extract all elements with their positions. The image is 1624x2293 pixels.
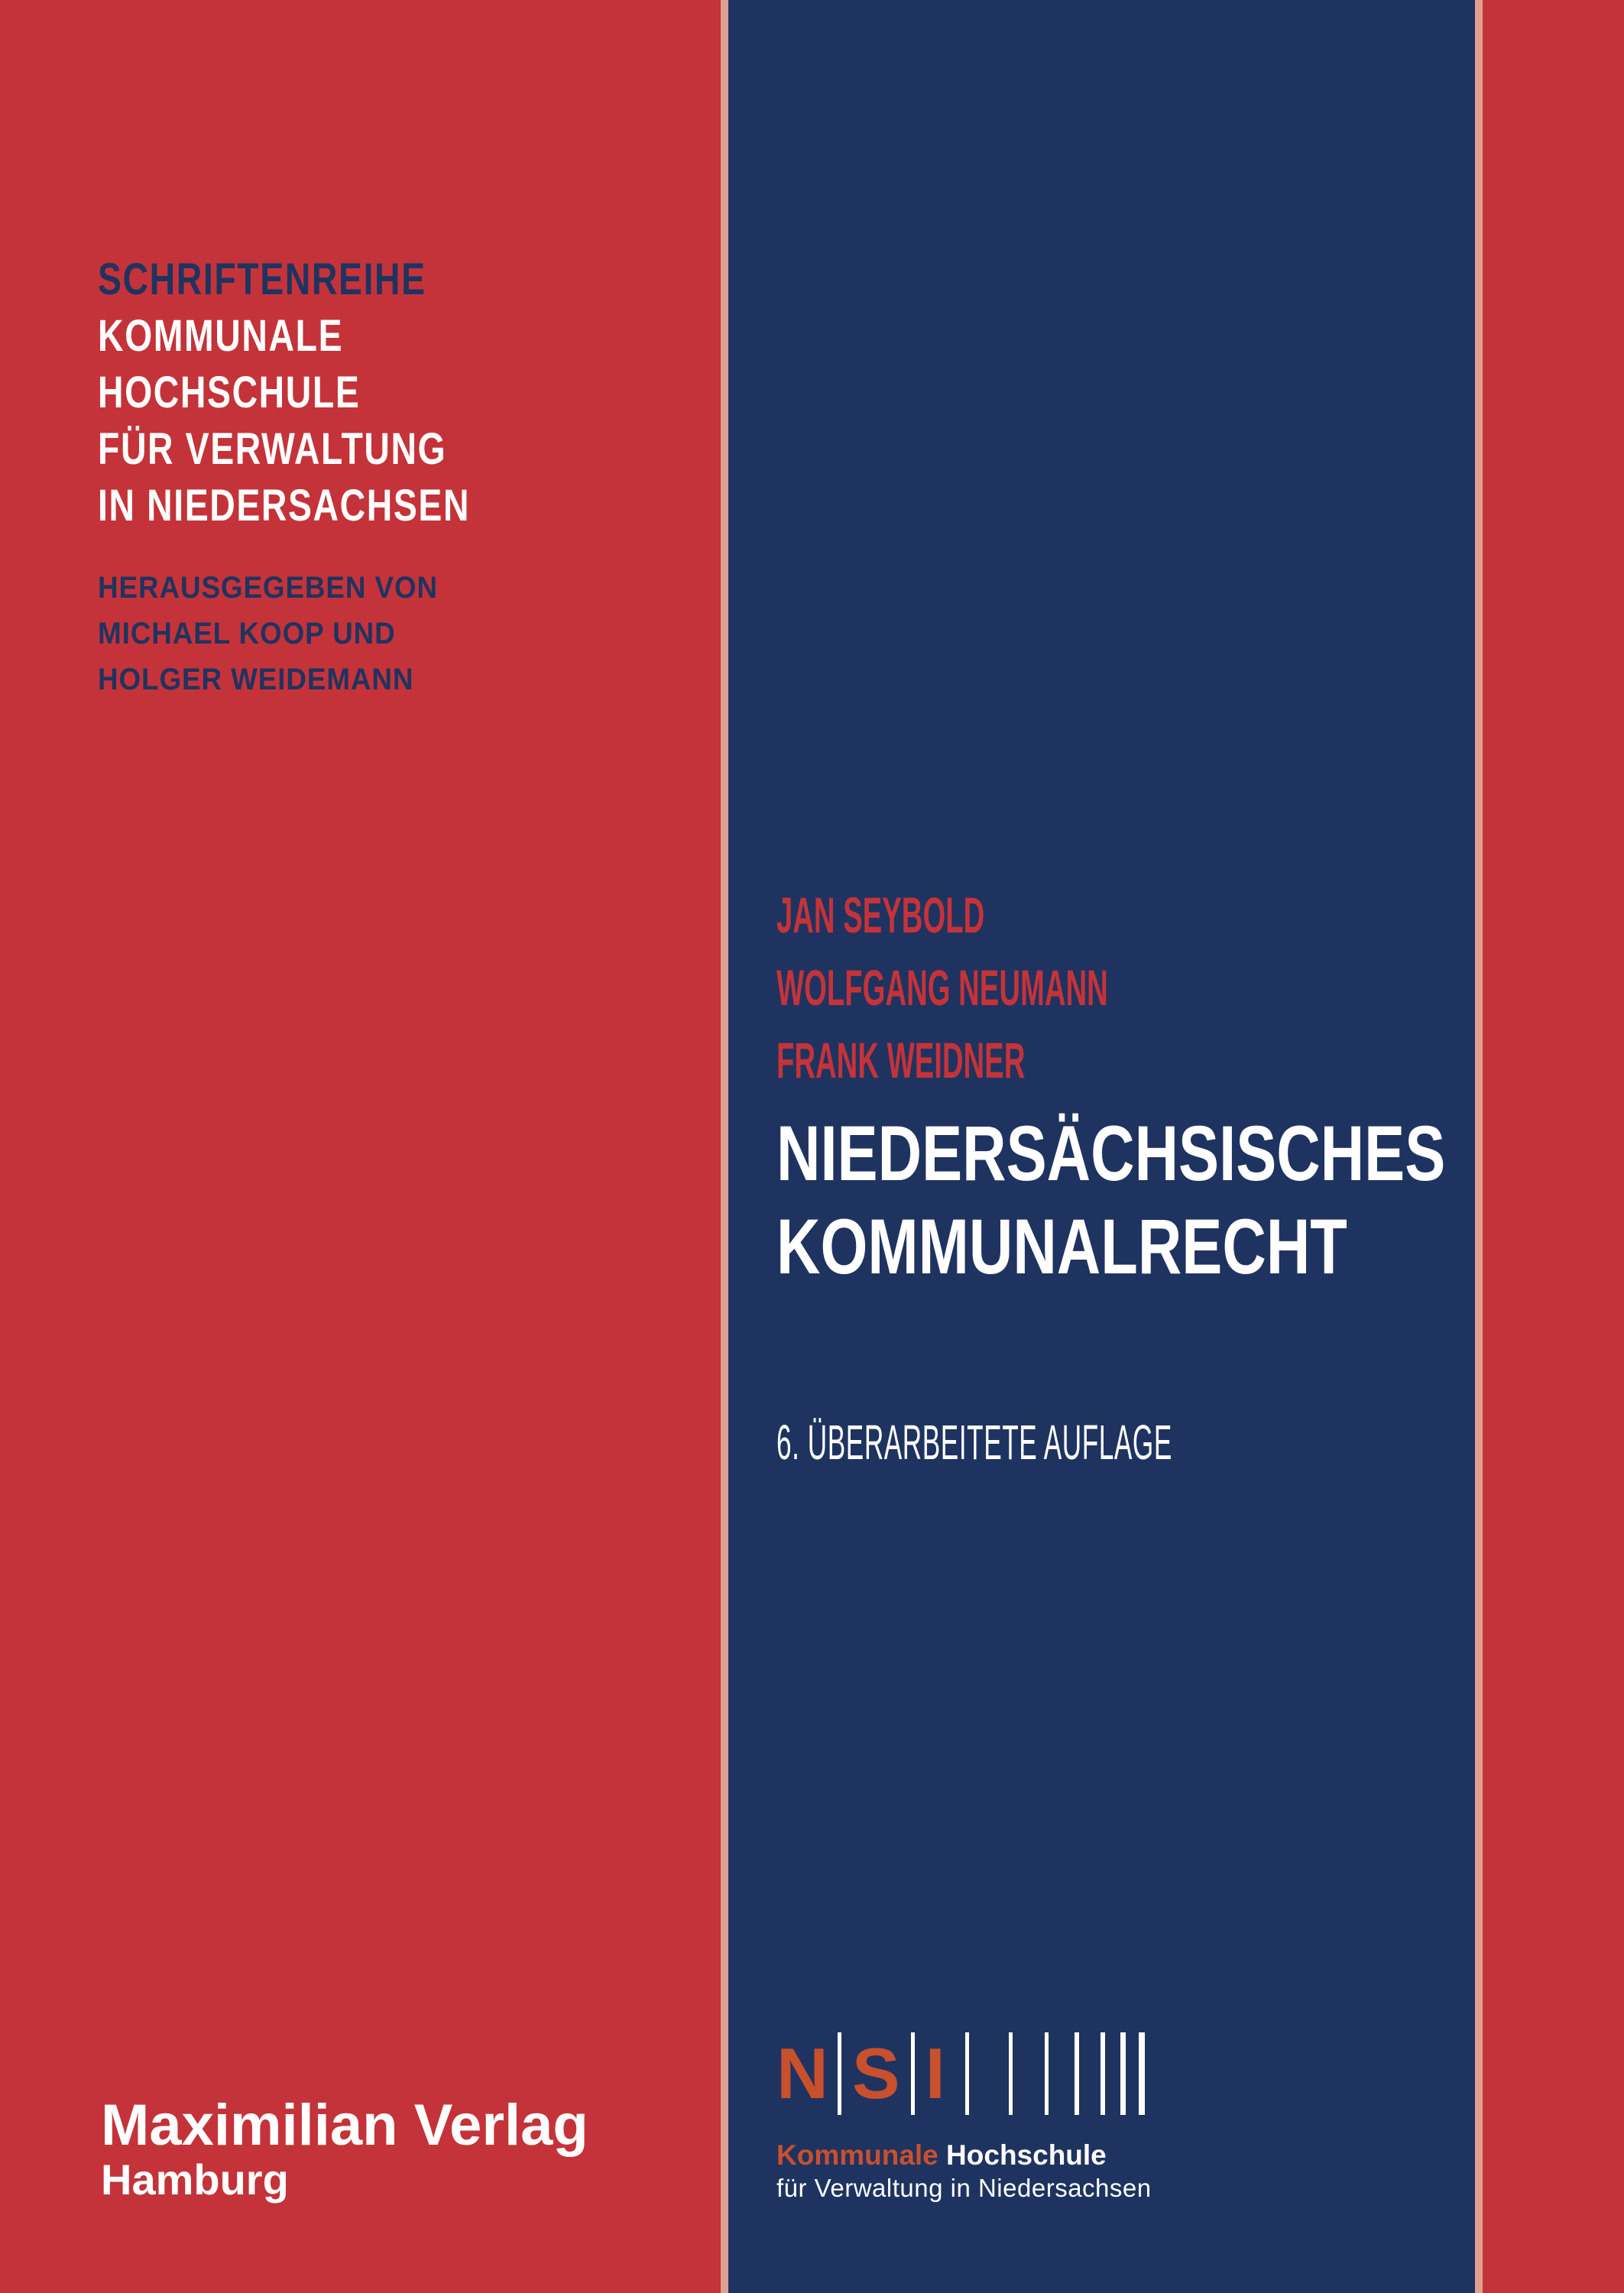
series-block	[98, 251, 470, 534]
author-name: WOLFGANG NEUMANN	[776, 959, 1108, 1016]
logo-tagline-secondary: für Verwaltung in Niedersachsen	[776, 2174, 1152, 2202]
logo-barcode-bar	[1120, 2032, 1126, 2115]
authors-block	[776, 879, 1108, 1097]
logo-barcode-bar	[1009, 2032, 1013, 2115]
logo-barcode-bar	[965, 2032, 969, 2115]
logo-barcode-bar	[1045, 2032, 1049, 2115]
logo-letter-s: S	[851, 2033, 900, 2113]
title-line: KOMMUNALRECHT	[776, 1203, 1347, 1290]
editors-line: MICHAEL KOOP UND	[98, 617, 396, 650]
editors-line: HERAUSGEGEBEN VON	[98, 571, 439, 605]
logo-tagline-highlight: Kommunale	[776, 2139, 938, 2171]
author-name: FRANK WEIDNER	[776, 1032, 1026, 1088]
publisher-block	[101, 2095, 588, 2204]
nsi-logo	[776, 2032, 1145, 2116]
book-title	[776, 1107, 1445, 1293]
series-line: FÜR VERWALTUNG	[98, 424, 447, 474]
author-name: JAN SEYBOLD	[776, 887, 985, 943]
logo-separator-bar	[838, 2032, 841, 2115]
salmon-accent-stripe-right	[1475, 0, 1483, 2293]
title-line: NIEDERSÄCHSISCHES	[776, 1110, 1446, 1197]
logo-separator-bar	[911, 2032, 915, 2115]
edition-note: 6. ÜBERARBEITETE AUFLAGE	[776, 1415, 1172, 1470]
logo-tagline-primary	[776, 2139, 1107, 2171]
series-line: HOCHSCHULE	[98, 368, 361, 417]
logo-barcode-bar	[1100, 2032, 1105, 2115]
series-name: SCHRIFTENREIHE	[98, 255, 426, 304]
logo-barcode-bar	[1139, 2032, 1145, 2115]
logo-barcode-bar	[1075, 2032, 1079, 2115]
series-line: KOMMUNALE	[98, 311, 344, 361]
editors-block	[98, 565, 438, 702]
logo-letter-n: N	[776, 2033, 828, 2113]
logo-letter-i: I	[925, 2033, 945, 2113]
logo-tagline-rest: Hochschule	[938, 2139, 1107, 2171]
editors-line: HOLGER WEIDEMANN	[98, 663, 414, 696]
salmon-accent-stripe-left	[721, 0, 728, 2293]
publisher-name: Maximilian Verlag	[101, 2093, 588, 2158]
publisher-city: Hamburg	[101, 2155, 289, 2204]
series-line: IN NIEDERSACHSEN	[98, 481, 471, 530]
